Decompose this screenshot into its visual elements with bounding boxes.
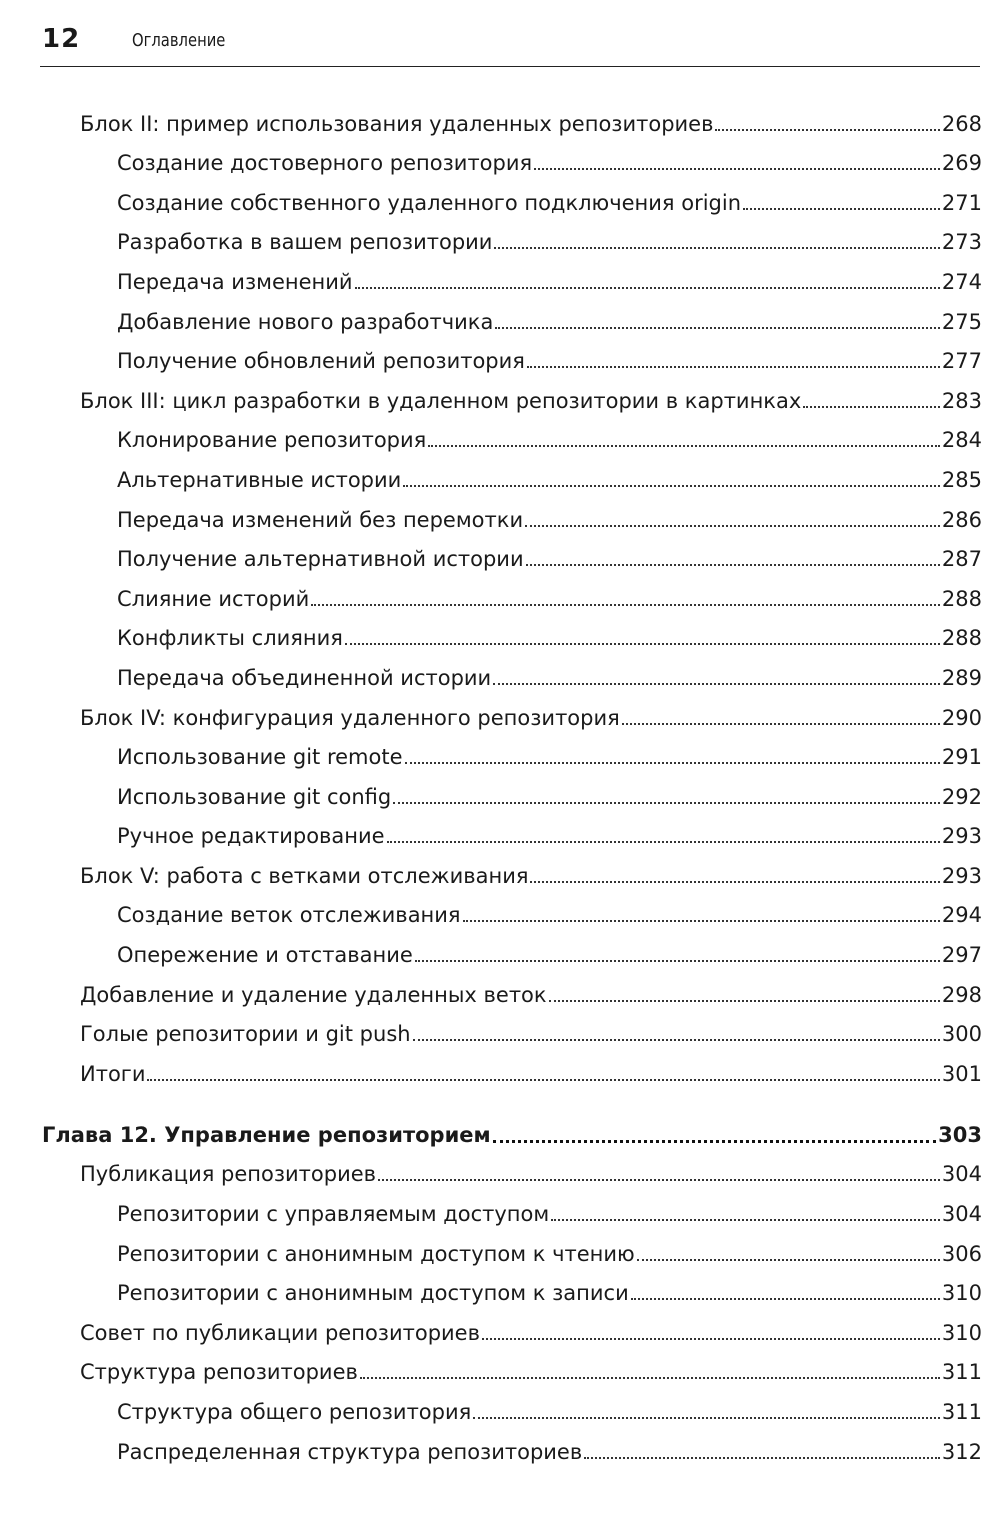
toc-entry-title: Альтернативные истории [117,467,402,492]
toc-section-entry[interactable] [0,108,1000,148]
toc-entry-page: 293 [941,824,982,849]
toc-chapter-entry[interactable] [0,1117,1000,1159]
toc-entry-page: 290 [941,705,982,730]
toc-entry-page: 310 [941,1320,982,1345]
dot-leader [482,1338,940,1340]
dot-leader [584,1457,940,1459]
toc-entry-title: Клонирование репозитория [117,428,427,453]
toc-subsection-entry[interactable] [0,1436,1000,1476]
toc-section-entry[interactable] [0,385,1000,425]
toc-subsection-entry[interactable] [0,346,1000,386]
table-of-contents [0,108,1000,1476]
toc-entry-title: Публикация репозиториев [80,1162,377,1187]
toc-entry-title: Получение обновлений репозитория [117,349,525,374]
dot-leader [494,247,939,249]
toc-section-entry[interactable] [0,979,1000,1019]
dot-leader [525,525,940,527]
toc-entry-page: 268 [941,111,982,136]
toc-entry-page: 293 [941,863,982,888]
toc-entry-page: 269 [941,151,982,176]
toc-entry-title: Опережение и отставание [117,943,413,968]
toc-entry-title: Передача изменений [117,269,353,294]
dot-leader [551,1219,940,1221]
dot-leader [387,841,940,843]
toc-entry-title: Блок II: пример использования удаленных репозиториев [80,111,714,136]
toc-subsection-entry[interactable] [0,148,1000,188]
dot-leader [803,406,940,408]
toc-entry-page: 310 [941,1281,982,1306]
toc-entry-title: Распределенная структура репозиториев [117,1439,583,1464]
toc-entry-page: 273 [941,230,982,255]
toc-entry-title: Добавление и удаление удаленных веток [80,982,547,1007]
dot-leader [622,723,940,725]
toc-entry-title: Передача изменений без перемотки [117,507,524,532]
dot-leader [526,564,940,566]
dot-leader [403,485,940,487]
toc-entry-title: Глава 12. Управление репозиторием [42,1122,491,1147]
dot-leader [147,1079,939,1081]
toc-entry-title: Слияние историй [117,586,310,611]
toc-subsection-entry[interactable] [0,742,1000,782]
toc-entry-title: Конфликты слияния [117,626,343,651]
toc-subsection-entry[interactable] [0,544,1000,584]
dot-leader [527,366,940,368]
toc-subsection-entry[interactable] [0,504,1000,544]
dot-leader [743,208,940,210]
toc-entry-title: Структура общего репозитория [117,1400,472,1424]
toc-entry-title: Блок IV: конфигурация удаленного репозитория [80,705,620,730]
dot-leader [378,1179,940,1181]
page-header [40,22,980,67]
toc-entry-page: 311 [941,1360,982,1385]
toc-entry-title: Репозитории с анонимным доступом к записи [117,1281,629,1306]
dot-leader [631,1298,940,1300]
toc-section-entry[interactable] [0,1058,1000,1098]
toc-subsection-entry[interactable] [0,227,1000,267]
dot-leader [715,129,939,131]
toc-subsection-entry[interactable] [0,1278,1000,1318]
toc-entry-page: 301 [941,1061,982,1086]
dot-leader [355,287,940,289]
toc-entry-title: Создание собственного удаленного подключения origin [117,190,742,215]
dot-leader [534,168,940,170]
toc-entry-page: 303 [938,1122,982,1147]
toc-entry-page: 286 [941,507,982,532]
dot-leader [637,1259,940,1261]
toc-entry-page: 312 [941,1439,982,1464]
toc-section-entry[interactable] [0,702,1000,742]
toc-entry-title: Голые репозитории и git push [80,1022,411,1047]
running-title: Оглавление [132,30,226,51]
toc-entry-title: Блок V: работа с ветками отслеживания [80,863,529,888]
dot-leader [311,604,940,606]
toc-entry-page: 300 [941,1022,982,1047]
toc-entry-page: 277 [941,349,982,374]
dot-leader [495,327,940,329]
toc-subsection-entry[interactable] [0,464,1000,504]
toc-subsection-entry[interactable] [0,425,1000,465]
toc-section-entry[interactable] [0,1019,1000,1059]
toc-subsection-entry[interactable] [0,900,1000,940]
toc-entry-page: 311 [941,1400,982,1424]
toc-subsection-entry[interactable] [0,781,1000,821]
toc-entry-page: 304 [941,1162,982,1187]
toc-entry-page: 271 [941,190,982,215]
toc-entry-page: 294 [941,903,982,928]
toc-entry-page: 274 [941,269,982,294]
toc-entry-title: Разработка в вашем репозитории [117,230,493,255]
toc-subsection-entry[interactable] [0,939,1000,979]
toc-entry-title: Использование git config [117,784,392,809]
toc-subsection-entry[interactable] [0,1396,1000,1436]
toc-entry-title: Репозитории с управляемым доступом [117,1202,550,1227]
toc-entry-page: 289 [941,665,982,690]
dot-leader [473,1417,940,1419]
toc-entry-page: 288 [941,586,982,611]
toc-entry-title: Репозитории с анонимным доступом к чтению [117,1241,635,1266]
toc-subsection-entry[interactable] [0,266,1000,306]
toc-subsection-entry[interactable] [0,306,1000,346]
dot-leader [360,1377,940,1379]
dot-leader [493,683,940,685]
toc-subsection-entry[interactable] [0,821,1000,861]
toc-subsection-entry[interactable] [0,662,1000,702]
toc-entry-title: Получение альтернативной истории [117,547,524,572]
toc-entry-page: 306 [941,1241,982,1266]
toc-section-entry[interactable] [0,860,1000,900]
toc-entry-title: Итоги [80,1061,146,1086]
toc-entry-page: 288 [941,626,982,651]
toc-section-entry[interactable] [0,1357,1000,1397]
dot-leader [413,1039,940,1041]
toc-entry-title: Передача объединенной истории [117,665,492,690]
dot-leader [493,1140,936,1143]
toc-entry-title: Создание веток отслеживания [117,903,461,928]
toc-subsection-entry[interactable] [0,1198,1000,1238]
toc-entry-page: 304 [941,1202,982,1227]
dot-leader [405,762,940,764]
dot-leader [393,802,940,804]
toc-entry-title: Совет по публикации репозиториев [80,1320,480,1345]
dot-leader [549,1000,940,1002]
toc-entry-page: 284 [941,428,982,453]
toc-entry-page: 275 [941,309,982,334]
toc-subsection-entry[interactable] [0,583,1000,623]
toc-entry-title: Использование git remote [117,745,403,770]
toc-entry-title: Структура репозиториев [80,1360,358,1385]
toc-entry-page: 283 [941,388,982,413]
toc-entry-page: 285 [941,467,982,492]
toc-entry-page: 298 [941,982,982,1007]
toc-entry-title: Добавление нового разработчика [117,309,494,334]
toc-subsection-entry[interactable] [0,623,1000,663]
toc-entry-title: Блок III: цикл разработки в удаленном репозитории в картинках [80,388,802,413]
toc-entry-title: Ручное редактирование [117,824,385,849]
toc-entry-page: 287 [941,547,982,572]
toc-entry-title: Создание достоверного репозитория [117,151,533,176]
toc-subsection-entry[interactable] [0,1238,1000,1278]
toc-entry-page: 292 [941,784,982,809]
toc-entry-page: 291 [941,745,982,770]
dot-leader [345,643,940,645]
toc-section-entry[interactable] [0,1159,1000,1199]
dot-leader [415,960,940,962]
toc-section-entry[interactable] [0,1317,1000,1357]
dot-leader [530,881,939,883]
dot-leader [463,920,940,922]
dot-leader [428,445,940,447]
toc-entry-page: 297 [941,943,982,968]
page-number: 12 [42,24,81,54]
toc-subsection-entry[interactable] [0,187,1000,227]
